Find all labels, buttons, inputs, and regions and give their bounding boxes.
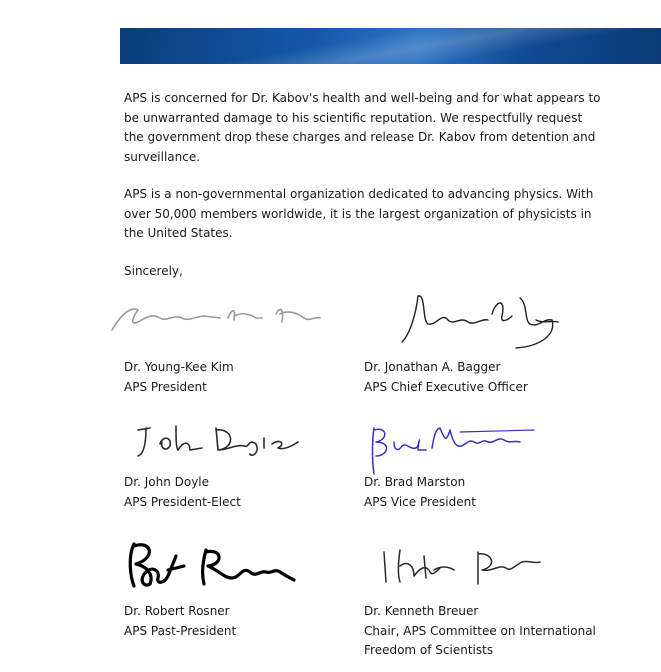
signatory-kenneth-breuer: [364, 602, 596, 661]
signature-kenneth-breuer: [374, 542, 544, 588]
signatory-name: Dr. Kenneth Breuer: [364, 604, 479, 618]
signature-brad-marston: [364, 420, 540, 478]
signatory-title: APS Vice President: [364, 494, 476, 509]
signatory-name: Dr. Brad Marston: [364, 475, 466, 489]
signatory-young-kee-kim: [124, 358, 234, 397]
signatory-robert-rosner: [124, 602, 236, 641]
signatory-title: APS Past-President: [124, 623, 237, 638]
header-banner: [120, 28, 661, 64]
signatory-name: Dr. Young-Kee Kim: [124, 360, 234, 374]
signatory-title: APS President: [124, 379, 207, 394]
signature-young-kee-kim: [108, 296, 328, 342]
concern-paragraph: APS is concerned for Dr. Kabov's health and well-being and for what appears to be unwarranted damage to his scientific reputation. We respectfully request the government drop these charges and release Dr. Kabov from detention and surveillance.: [124, 91, 601, 164]
signatory-john-doyle: [124, 473, 241, 512]
signature-jonathan-bagger: [396, 290, 566, 358]
signatory-jonathan-bagger: [364, 358, 528, 397]
signatory-name: Dr. Jonathan A. Bagger: [364, 360, 501, 374]
signatory-brad-marston: [364, 473, 476, 512]
signatory-name: Dr. John Doyle: [124, 475, 210, 489]
aps-description-paragraph: APS is a non-governmental organization dedicated to advancing physics. With over 50,000 members worldwide, it is the largest organization of physicists in the United States.: [124, 187, 594, 240]
signatory-title: APS Chief Executive Officer: [364, 379, 528, 394]
closing-salutation: Sincerely,: [124, 264, 183, 278]
signatory-title: APS President-Elect: [124, 494, 241, 509]
signatory-title: Chair, APS Committee on International: [364, 623, 596, 638]
signature-john-doyle: [132, 418, 304, 462]
signature-robert-rosner: [124, 536, 296, 594]
signatory-title-continued: Freedom of Scientists: [364, 643, 494, 657]
signatory-name: Dr. Robert Rosner: [124, 604, 230, 618]
